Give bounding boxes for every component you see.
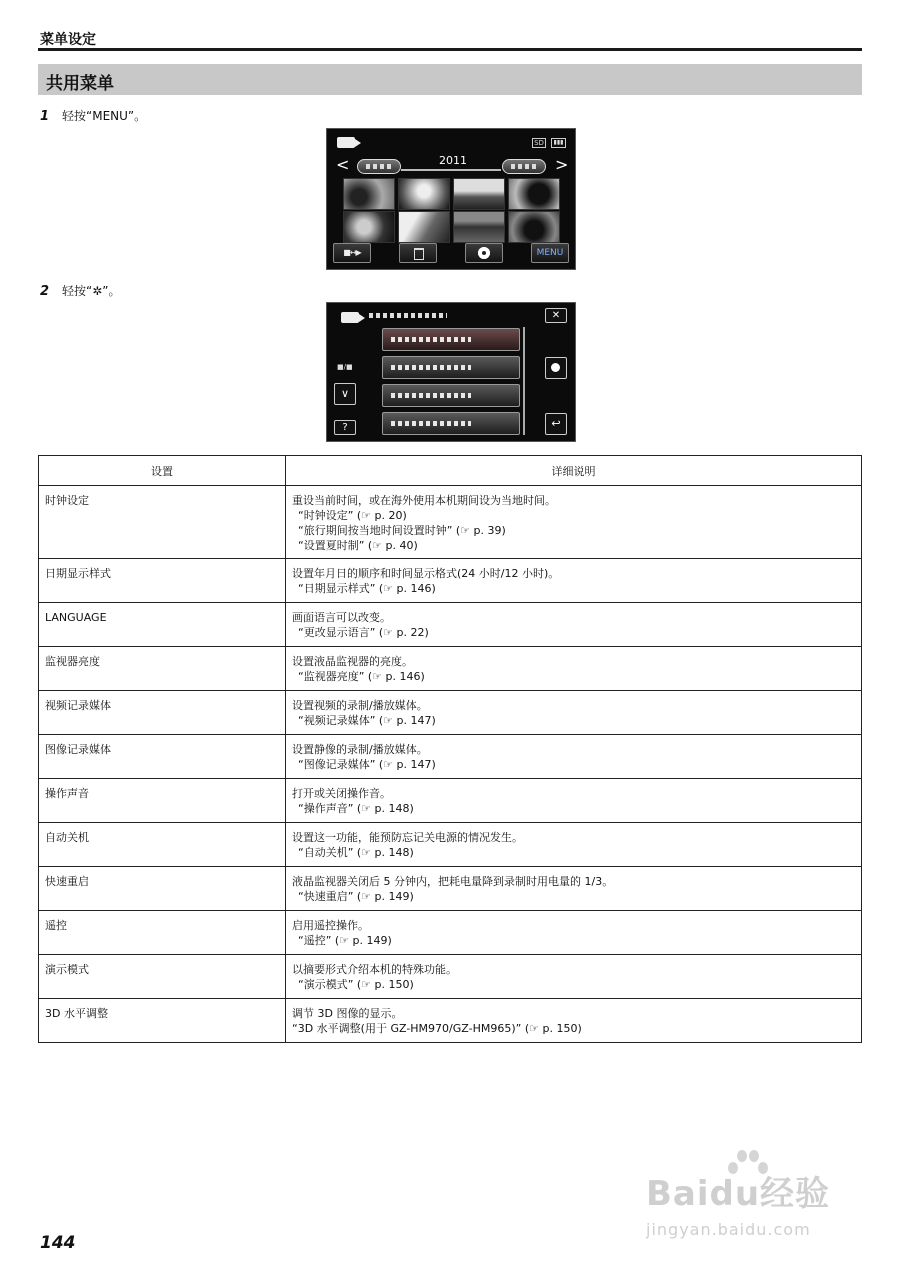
- scroll-down-button[interactable]: [334, 383, 356, 405]
- setting-description: [286, 486, 862, 559]
- description-text: 重设当前时间，或在海外使用本机期间设为当地时间。: [292, 494, 556, 507]
- setting-description: [286, 911, 862, 955]
- help-icon: ?: [342, 422, 348, 433]
- page-number: 144: [40, 1233, 76, 1253]
- table-row: [39, 779, 862, 823]
- gear-icon: [478, 247, 490, 259]
- table-header-row: [39, 456, 862, 486]
- mode-switch-icon: ■↔▶: [343, 248, 361, 257]
- column-header-setting: 设置: [39, 456, 286, 486]
- page-reference-link[interactable]: “快速重启” (☞ p. 149): [298, 890, 414, 903]
- page-reference-link[interactable]: “时钟设定” (☞ p. 20): [298, 509, 407, 522]
- settings-button[interactable]: [465, 243, 503, 263]
- settings-table: [38, 455, 862, 1043]
- prev-date-button[interactable]: [357, 159, 401, 174]
- setting-name: 视频记录媒体: [39, 691, 286, 735]
- setting-name: 演示模式: [39, 955, 286, 999]
- setting-name: 图像记录媒体: [39, 735, 286, 779]
- menu-scrollbar[interactable]: [523, 327, 525, 435]
- prev-arrow-button[interactable]: <: [336, 155, 350, 174]
- step-number: 2: [40, 284, 50, 299]
- description-text: 设置视频的录制/播放媒体。: [292, 699, 428, 712]
- thumbnail[interactable]: [453, 211, 505, 243]
- description-text: 启用遥控操作。: [292, 919, 369, 932]
- page-reference-link[interactable]: “旅行期间按当地时间设置时钟” (☞ p. 39): [298, 524, 506, 537]
- thumbnail[interactable]: [398, 211, 450, 243]
- setting-name: 3D 水平调整: [39, 999, 286, 1043]
- menu-title: [369, 313, 447, 318]
- setting-name: 监视器亮度: [39, 647, 286, 691]
- setting-description: [286, 735, 862, 779]
- thumbnail[interactable]: [343, 178, 395, 210]
- gear-icon: [551, 363, 560, 372]
- close-icon: ✕: [551, 310, 561, 321]
- header-divider: [38, 48, 862, 51]
- page-reference-link[interactable]: “设置夏时制” (☞ p. 40): [298, 539, 418, 552]
- description-text: 以摘要形式介绍本机的特殊功能。: [292, 963, 457, 976]
- page-reference-link[interactable]: “日期显示样式” (☞ p. 146): [298, 582, 436, 595]
- page-reference-link[interactable]: “自动关机” (☞ p. 148): [298, 846, 414, 859]
- setting-description: [286, 779, 862, 823]
- setting-description: [286, 999, 862, 1043]
- menu-button[interactable]: MENU: [531, 243, 569, 263]
- settings-gear-button[interactable]: [545, 357, 567, 379]
- description-text: 画面语言可以改变。: [292, 611, 391, 624]
- next-date-button[interactable]: [502, 159, 546, 174]
- step-number: 1: [40, 109, 50, 124]
- page-reference-link[interactable]: “视频记录媒体” (☞ p. 147): [298, 714, 436, 727]
- year-label: 2011: [439, 154, 467, 167]
- camera-menu-screen: [326, 302, 576, 442]
- step-text: 轻按“MENU”。: [62, 109, 147, 123]
- table-row: [39, 559, 862, 603]
- table-row: [39, 999, 862, 1043]
- setting-name: LANGUAGE: [39, 603, 286, 647]
- setting-description: [286, 647, 862, 691]
- mode-switch-button[interactable]: [333, 243, 371, 263]
- help-button[interactable]: [334, 420, 356, 435]
- thumbnail[interactable]: [343, 211, 395, 243]
- sd-indicator: SD: [532, 138, 546, 148]
- menu-item[interactable]: [382, 356, 520, 379]
- page-indicator: ■/■: [337, 363, 353, 371]
- down-icon: ∨: [340, 387, 350, 400]
- camera-icon: [337, 137, 355, 148]
- thumbnail[interactable]: [508, 211, 560, 243]
- battery-icon: ▮▮▮: [551, 138, 566, 148]
- back-icon: ↩: [551, 417, 561, 430]
- table-row: [39, 823, 862, 867]
- trash-icon: [414, 248, 424, 260]
- next-arrow-button[interactable]: >: [555, 155, 569, 174]
- page-reference-link[interactable]: “演示模式” (☞ p. 150): [298, 978, 414, 991]
- table-row: [39, 691, 862, 735]
- setting-name: 自动关机: [39, 823, 286, 867]
- page-reference-link[interactable]: “操作声音” (☞ p. 148): [298, 802, 414, 815]
- baidu-watermark: [646, 1148, 866, 1248]
- page-reference-link[interactable]: “更改显示语言” (☞ p. 22): [298, 626, 429, 639]
- setting-description: [286, 691, 862, 735]
- setting-name: 时钟设定: [39, 486, 286, 559]
- description-text: 设置液晶监视器的亮度。: [292, 655, 413, 668]
- timeline-bar: [401, 169, 501, 171]
- table-row: [39, 955, 862, 999]
- camera-index-screen: [326, 128, 576, 270]
- step-text-post: ”。: [102, 284, 121, 298]
- table-row: [39, 486, 862, 559]
- page-reference-link[interactable]: “图像记录媒体” (☞ p. 147): [298, 758, 436, 771]
- setting-name: 日期显示样式: [39, 559, 286, 603]
- setting-description: [286, 823, 862, 867]
- description-text: 设置这一功能，能预防忘记关电源的情况发生。: [292, 831, 523, 844]
- table-row: [39, 867, 862, 911]
- section-heading-bar: [38, 64, 862, 95]
- delete-button[interactable]: [399, 243, 437, 263]
- table-row: [39, 647, 862, 691]
- page-reference-link[interactable]: “3D 水平调整(用于 GZ-HM970/GZ-HM965)” (☞ p. 150): [292, 1022, 582, 1035]
- column-header-description: 详细说明: [286, 456, 862, 486]
- setting-description: [286, 603, 862, 647]
- camera-icon: [341, 312, 359, 323]
- gear-icon: ✲: [92, 284, 103, 298]
- step-1: [40, 107, 146, 124]
- setting-name: 快速重启: [39, 867, 286, 911]
- table-row: [39, 603, 862, 647]
- description-text: 液晶监视器关闭后 5 分钟内，把耗电量降到录制时用电量的 1/3。: [292, 875, 614, 888]
- setting-name: 操作声音: [39, 779, 286, 823]
- page-reference-link[interactable]: “遥控” (☞ p. 149): [298, 934, 392, 947]
- setting-description: [286, 867, 862, 911]
- description-text: 打开或关闭操作音。: [292, 787, 391, 800]
- setting-description: [286, 955, 862, 999]
- thumbnail[interactable]: [398, 178, 450, 210]
- watermark-url: jingyan.baidu.com: [646, 1220, 811, 1239]
- table-row: [39, 735, 862, 779]
- step-text-pre: 轻按“: [62, 284, 93, 298]
- menu-item[interactable]: [382, 328, 520, 351]
- close-button[interactable]: [545, 308, 567, 323]
- back-button[interactable]: [545, 413, 567, 435]
- page-header-title: 菜单设定: [40, 32, 96, 48]
- description-text: 调节 3D 图像的显示。: [292, 1007, 403, 1020]
- page-reference-link[interactable]: “监视器亮度” (☞ p. 146): [298, 670, 425, 683]
- setting-description: [286, 559, 862, 603]
- table-row: [39, 911, 862, 955]
- thumbnail[interactable]: [453, 178, 505, 210]
- description-text: 设置年月日的顺序和时间显示格式(24 小时/12 小时)。: [292, 567, 560, 580]
- section-title: 共用菜单: [46, 74, 114, 94]
- setting-name: 遥控: [39, 911, 286, 955]
- step-2: [40, 282, 121, 299]
- watermark-logo: Baidu经验: [646, 1174, 831, 1214]
- description-text: 设置静像的录制/播放媒体。: [292, 743, 428, 756]
- thumbnail[interactable]: [508, 178, 560, 210]
- menu-item[interactable]: [382, 384, 520, 407]
- menu-item[interactable]: [382, 412, 520, 435]
